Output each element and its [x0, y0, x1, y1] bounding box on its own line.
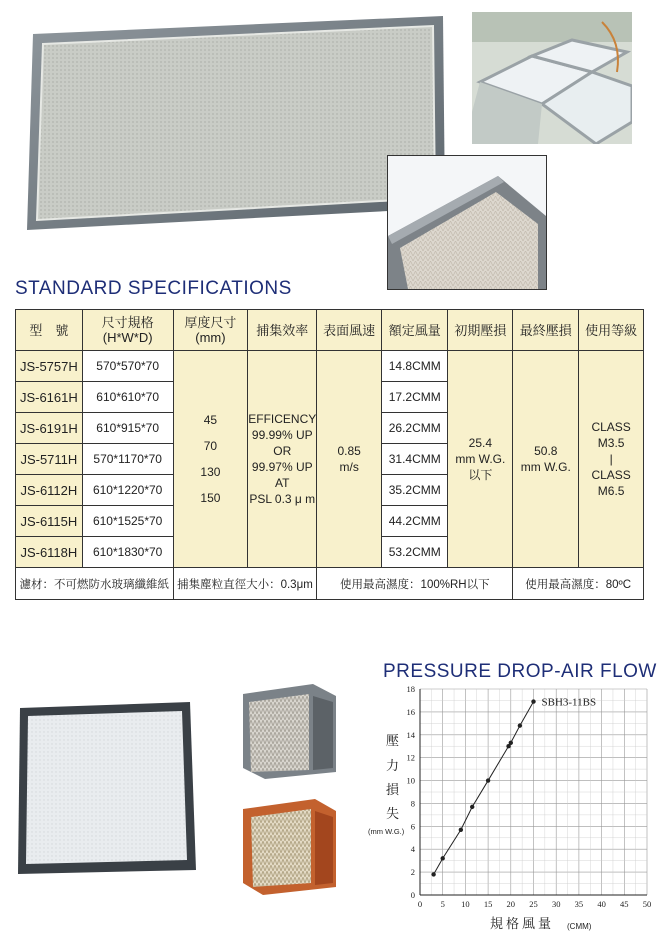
y-tick-label: 2: [410, 867, 415, 878]
footer-particle: 捕集塵粒直徑大小：0.3μm: [173, 568, 317, 600]
y-tick-label: 4: [410, 844, 415, 855]
thickness-cell-line: 45: [203, 413, 218, 427]
efficiency-cell-line: AT: [275, 476, 290, 490]
y-tick-label: 6: [410, 821, 415, 832]
header-class: 使用等級: [579, 310, 644, 351]
filter-corner-detail-photo: [387, 155, 547, 290]
data-point: [518, 723, 522, 727]
x-tick-label: 5: [440, 899, 445, 909]
size-cell: 570*570*70: [82, 351, 173, 382]
model-cell: JS-6191H: [16, 413, 83, 444]
x-tick-label: 40: [597, 899, 606, 909]
y-tick-label: 16: [406, 706, 415, 717]
installed-filters-photo: [472, 12, 632, 144]
rated-airflow-cell: 26.2CMM: [382, 413, 448, 444]
efficiency-cell-line: 99.99% UP: [251, 428, 313, 442]
final-drop-cell-line: 50.8: [534, 444, 558, 458]
spec-heading: STANDARD SPECIFICATIONS: [15, 278, 292, 299]
x-tick-label: 20: [506, 899, 516, 909]
pressure-drop-chart: [360, 682, 655, 934]
y-axis-label-char: 壓: [386, 733, 400, 748]
y-axis-label-char: 失: [386, 806, 400, 821]
y-tick-label: 8: [410, 798, 415, 809]
x-axis-unit: (CMM): [567, 922, 592, 931]
initial-drop-cell-line: 25.4: [468, 436, 493, 450]
final-drop-cell-line: mm W.G.: [520, 460, 571, 474]
class-cell-line: M3.5: [597, 436, 625, 450]
table-row: [16, 351, 644, 382]
y-axis-label-char: 損: [386, 782, 400, 797]
rated-airflow-cell: 44.2CMM: [382, 506, 448, 537]
header-efficiency: 捕集效率: [248, 310, 317, 351]
x-tick-label: 45: [620, 899, 629, 909]
efficiency-cell: [248, 351, 317, 568]
class-cell: [579, 351, 644, 568]
model-cell: JS-6118H: [16, 537, 83, 568]
panel-filter-photo: [18, 702, 198, 874]
thickness-cell-line: 70: [203, 439, 218, 453]
thickness-cell-line: 130: [200, 465, 221, 479]
x-tick-label: 25: [529, 899, 538, 909]
model-cell: JS-5711H: [16, 444, 83, 475]
wood-frame-filter-photo: [243, 799, 336, 895]
data-point: [459, 828, 463, 832]
hepa-filter-photo: [15, 12, 447, 230]
box-filter-photo: [243, 684, 336, 779]
y-tick-label: 12: [406, 752, 415, 763]
class-cell-line: CLASS: [591, 468, 631, 482]
y-axis-label-char: 力: [386, 758, 400, 773]
initial-drop-cell-line: mm W.G.: [455, 452, 506, 466]
thickness-cell-line: 150: [200, 491, 221, 505]
x-tick-label: 50: [642, 899, 652, 909]
header-thickness: 厚度尺寸 (mm): [173, 310, 248, 351]
class-cell-line: CLASS: [591, 420, 631, 434]
header-velocity: 表面風速: [317, 310, 382, 351]
x-axis-label: 規格風量: [489, 916, 555, 931]
header-initial-drop: 初期壓損: [448, 310, 513, 351]
data-point: [509, 741, 513, 745]
model-cell: JS-6115H: [16, 506, 83, 537]
size-cell: 610*1220*70: [82, 475, 173, 506]
efficiency-cell-line: EFFICENCY: [248, 412, 317, 426]
table-footer-row: [16, 568, 644, 600]
header-size: 尺寸規格 (H*W*D): [82, 310, 173, 351]
y-axis-unit: (mm W.G.): [368, 827, 405, 836]
y-tick-label: 0: [410, 890, 415, 900]
model-cell: JS-6161H: [16, 382, 83, 413]
x-tick-label: 35: [574, 899, 584, 909]
data-point: [486, 778, 490, 782]
chart-plot: [360, 682, 655, 934]
x-tick-label: 15: [483, 899, 493, 909]
data-point: [531, 699, 535, 703]
initial-drop-cell: [448, 351, 513, 568]
spec-table: [15, 309, 644, 600]
class-cell-line: |: [609, 452, 613, 466]
model-cell: JS-5757H: [16, 351, 83, 382]
model-cell: JS-6112H: [16, 475, 83, 506]
header-final-drop: 最終壓損: [513, 310, 579, 351]
series-line: [434, 702, 534, 875]
velocity-cell-line: m/s: [339, 460, 359, 474]
rated-airflow-cell: 17.2CMM: [382, 382, 448, 413]
efficiency-cell-line: PSL 0.3 μ m: [249, 492, 316, 506]
y-tick-label: 10: [406, 775, 415, 786]
rated-airflow-cell: 31.4CMM: [382, 444, 448, 475]
thickness-cell: [173, 351, 248, 568]
size-cell: 610*915*70: [82, 413, 173, 444]
x-tick-label: 10: [461, 899, 470, 909]
x-tick-label: 30: [551, 899, 561, 909]
velocity-cell-line: 0.85: [337, 444, 361, 458]
data-point: [441, 856, 445, 860]
footer-media: 濾材：不可燃防水玻璃纖維紙: [16, 568, 174, 600]
footer-humidity: 使用最高濕度：100%RH以下: [317, 568, 513, 600]
size-cell: 610*1830*70: [82, 537, 173, 568]
rated-airflow-cell: 14.8CMM: [382, 351, 448, 382]
series-label: SBH3-11BS: [541, 696, 597, 709]
footer-temperature: 使用最高濕度：80ºC: [513, 568, 644, 600]
y-tick-label: 18: [406, 684, 415, 694]
efficiency-cell-line: 99.97% UP: [251, 460, 313, 474]
data-point: [431, 872, 435, 876]
size-cell: 570*1170*70: [82, 444, 173, 475]
final-drop-cell: [513, 351, 579, 568]
header-rated-airflow: 額定風量: [382, 310, 448, 351]
class-cell-line: M6.5: [597, 484, 625, 498]
rated-airflow-cell: 53.2CMM: [382, 537, 448, 568]
velocity-cell: [317, 351, 382, 568]
rated-airflow-cell: 35.2CMM: [382, 475, 448, 506]
initial-drop-cell-line: 以下: [468, 468, 493, 482]
header-model: 型 號: [16, 310, 83, 351]
size-cell: 610*610*70: [82, 382, 173, 413]
chart-heading: PRESSURE DROP-AIR FLOW: [383, 661, 657, 682]
x-tick-label: 0: [417, 899, 423, 909]
size-cell: 610*1525*70: [82, 506, 173, 537]
efficiency-cell-line: OR: [273, 444, 292, 458]
y-tick-label: 14: [406, 729, 415, 740]
data-point: [470, 805, 474, 809]
table-header-row: [16, 310, 644, 351]
